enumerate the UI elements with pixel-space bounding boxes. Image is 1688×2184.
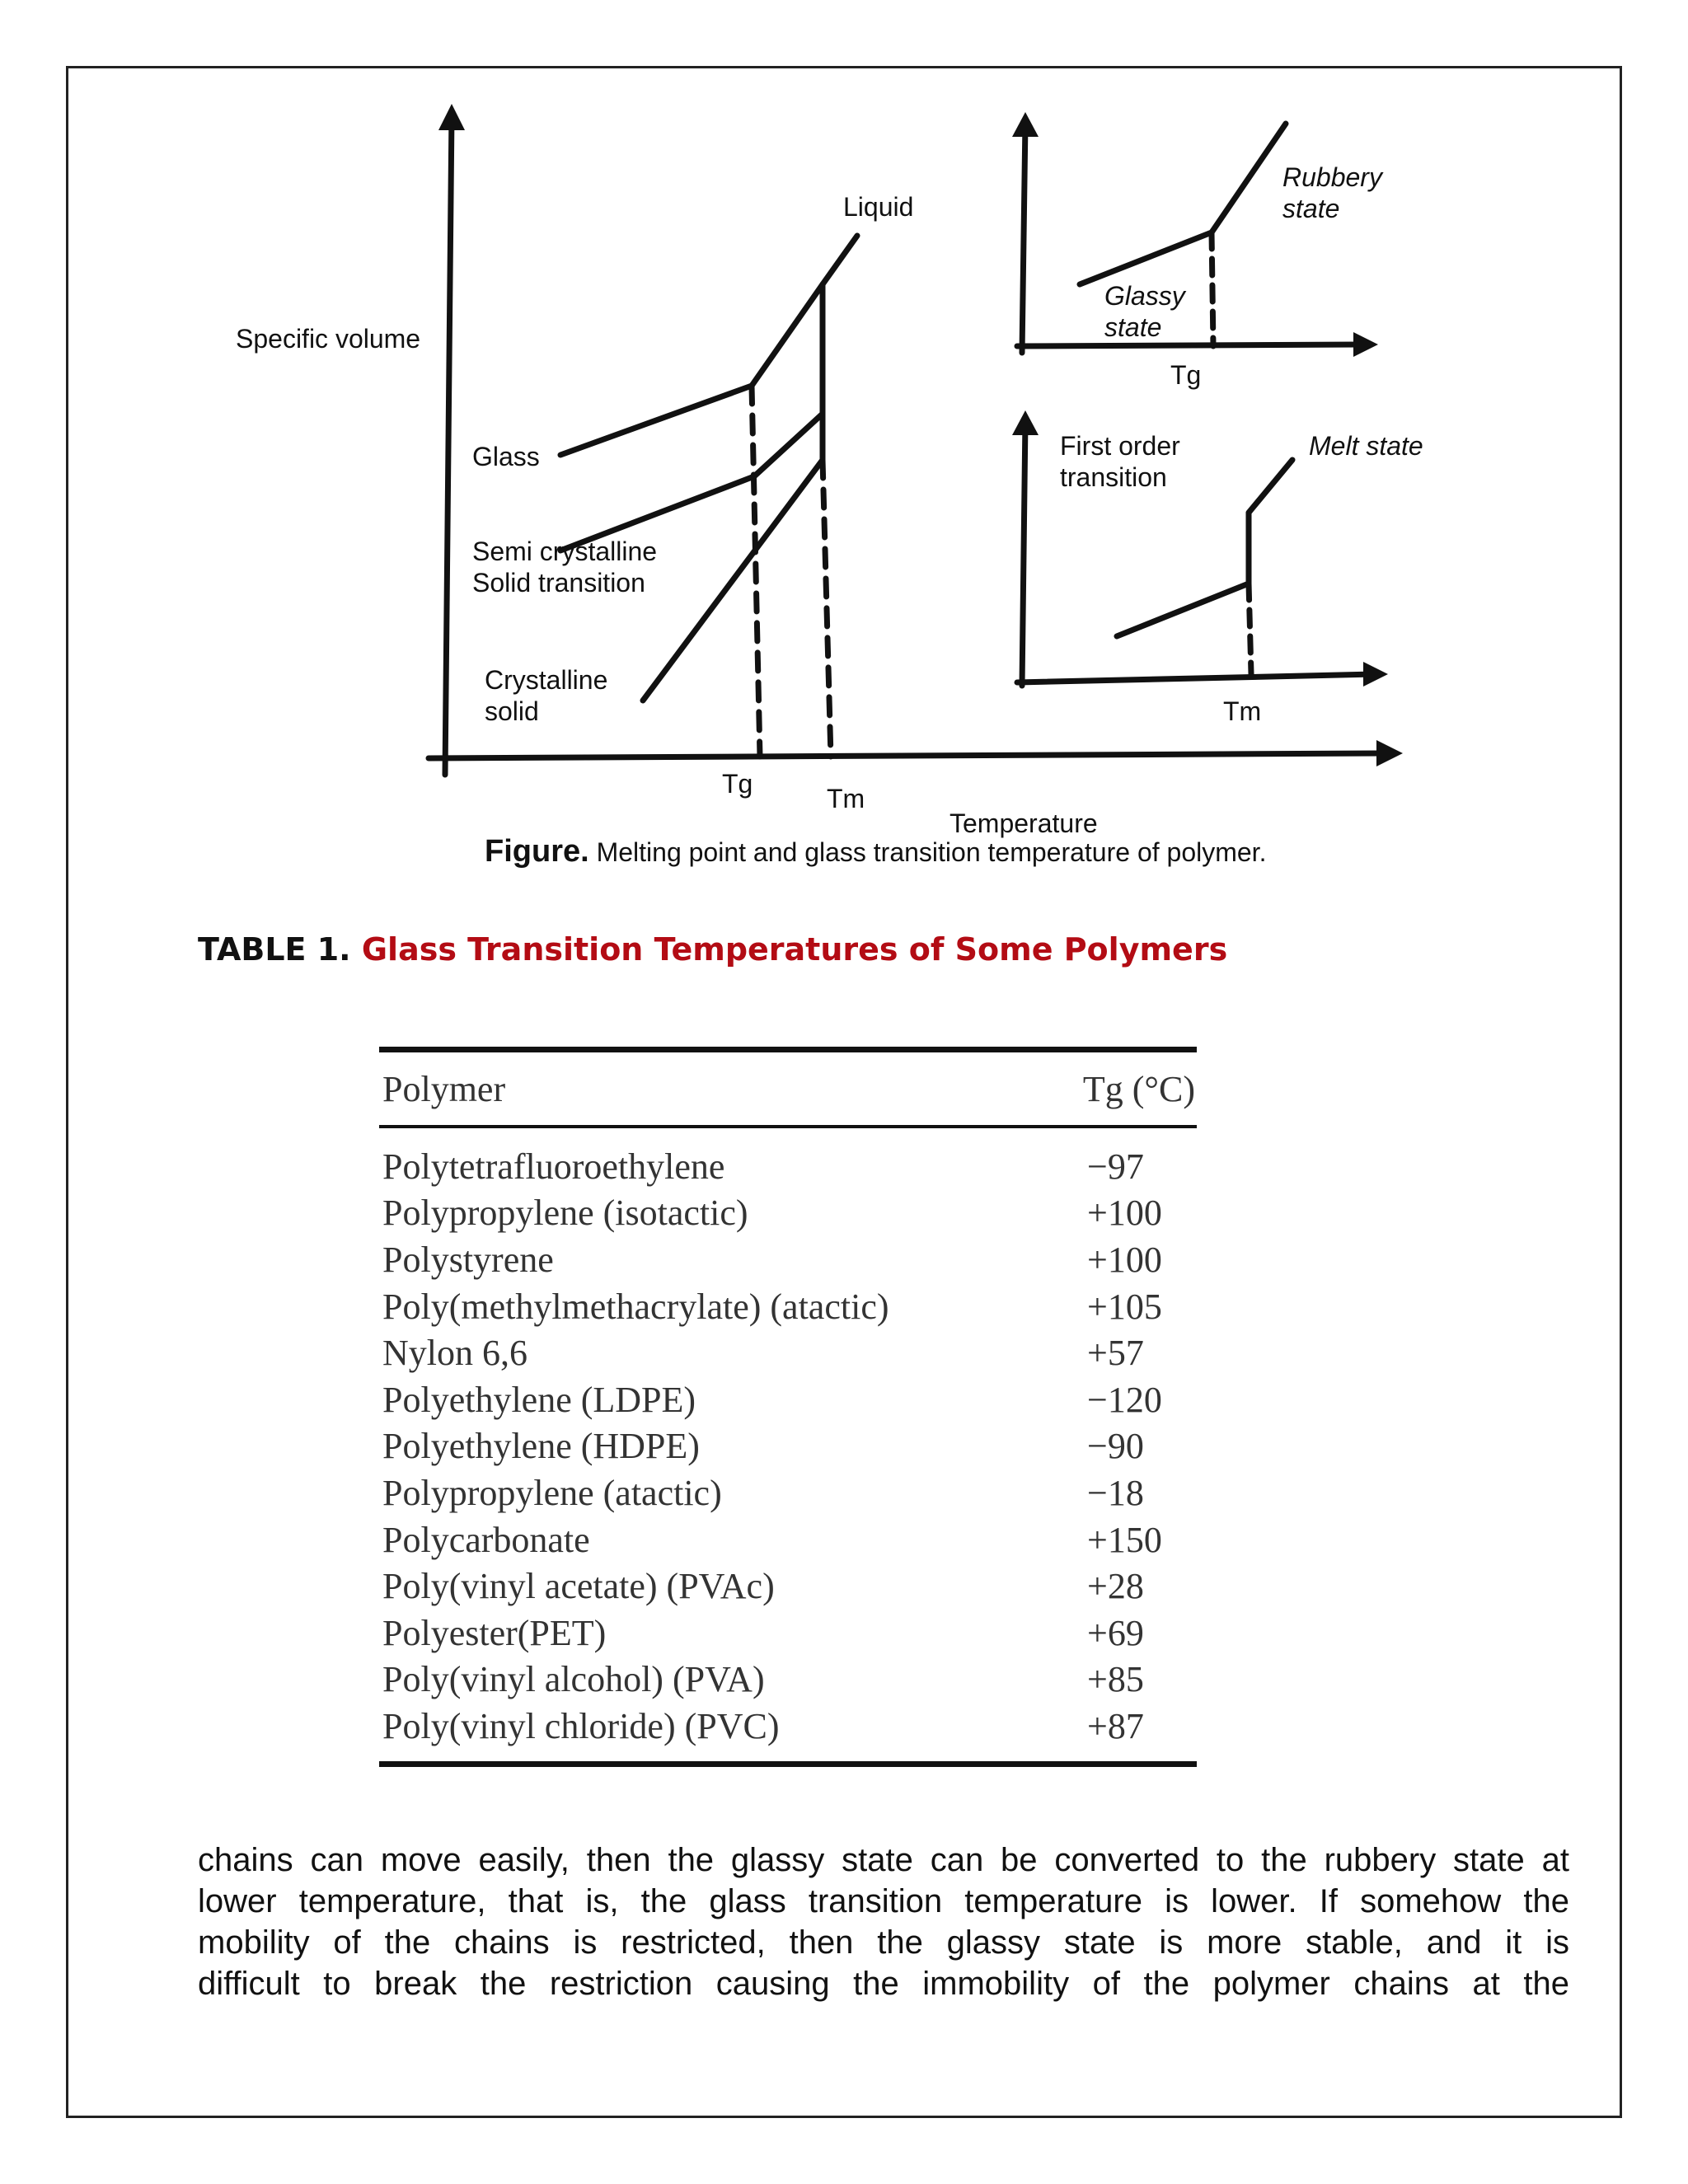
caption-text: Melting point and glass transition temperature of polymer. bbox=[588, 837, 1267, 867]
diagram-graphics bbox=[0, 0, 1688, 890]
header-polymer: Polymer bbox=[382, 1068, 506, 1109]
tg-axis-label: Tg bbox=[722, 769, 753, 799]
tg-value: −120 bbox=[1087, 1379, 1162, 1420]
inset1-tg-dashed bbox=[1212, 232, 1213, 346]
inset1-y-arrow bbox=[1012, 112, 1039, 137]
tg-value: +87 bbox=[1087, 1705, 1144, 1746]
table-title-text: Glass Transition Temperatures of Some Polymers bbox=[361, 931, 1228, 968]
first-order-transition-label: First order transition bbox=[1060, 431, 1180, 492]
main-x-axis bbox=[429, 753, 1385, 758]
figure-caption bbox=[485, 834, 1266, 869]
table-row bbox=[379, 1283, 1197, 1330]
polymer-name: Polypropylene (isotactic) bbox=[382, 1193, 748, 1234]
tg-table bbox=[379, 1047, 1197, 1767]
inset2-tm-dashed bbox=[1249, 583, 1251, 674]
table-row bbox=[379, 1703, 1197, 1750]
crystalline-solid-label: Crystalline solid bbox=[485, 665, 608, 726]
table-bottom-rule bbox=[379, 1761, 1197, 1767]
polymer-name: Polycarbonate bbox=[382, 1519, 590, 1560]
tg-value: +85 bbox=[1087, 1659, 1144, 1700]
polymer-name: Polystyrene bbox=[382, 1239, 554, 1280]
inset2-y-axis bbox=[1022, 420, 1025, 686]
tg-dashed-line bbox=[752, 386, 760, 757]
table-number: TABLE 1. bbox=[198, 931, 351, 968]
table-row bbox=[379, 1329, 1197, 1376]
melt-state-label: Melt state bbox=[1309, 431, 1423, 461]
inset2-y-arrow bbox=[1012, 410, 1039, 435]
polymer-name: Nylon 6,6 bbox=[382, 1333, 528, 1374]
table-row bbox=[379, 1143, 1197, 1190]
table-header bbox=[379, 1052, 1197, 1125]
table-row bbox=[379, 1376, 1197, 1423]
tg-value: +57 bbox=[1087, 1333, 1144, 1374]
inset2-x-arrow bbox=[1363, 662, 1388, 687]
inset1-curve bbox=[1080, 124, 1286, 284]
main-x-arrow bbox=[1376, 740, 1403, 766]
tm-dashed-line bbox=[823, 460, 831, 757]
polymer-name: Poly(methylmethacrylate) (atactic) bbox=[382, 1286, 889, 1327]
body-paragraph bbox=[198, 1840, 1569, 2004]
polymer-name: Poly(vinyl alcohol) (PVA) bbox=[382, 1659, 765, 1700]
body-line: lower temperature, that is, the glass transition temperature is lower. If somehow the bbox=[198, 1883, 1569, 1919]
main-y-arrow bbox=[438, 104, 465, 130]
glass-label: Glass bbox=[472, 442, 540, 471]
rubbery-state-label: Rubbery state bbox=[1282, 162, 1382, 223]
polymer-name: Poly(vinyl chloride) (PVC) bbox=[382, 1705, 780, 1746]
tg-value: −90 bbox=[1087, 1426, 1144, 1467]
tg-value: +28 bbox=[1087, 1566, 1144, 1607]
body-line: difficult to break the restriction causing the immobility of the polymer chains at the bbox=[198, 1966, 1569, 2002]
table-row bbox=[379, 1190, 1197, 1237]
table-title bbox=[198, 931, 1227, 968]
tg-value: −97 bbox=[1087, 1146, 1144, 1187]
polymer-name: Polypropylene (atactic) bbox=[382, 1472, 722, 1513]
tg-value: +100 bbox=[1087, 1239, 1162, 1280]
tm-axis-label: Tm bbox=[827, 784, 865, 813]
caption-prefix: Figure. bbox=[485, 834, 589, 869]
tg-value: +105 bbox=[1087, 1286, 1162, 1327]
inset-tg-label: Tg bbox=[1170, 360, 1202, 390]
inset1-x-axis bbox=[1017, 344, 1368, 346]
body-line: mobility of the chains is restricted, then the glassy state is more stable, and it is bbox=[198, 1924, 1569, 1961]
tg-value: +150 bbox=[1087, 1519, 1162, 1560]
temperature-axis-label: Temperature bbox=[950, 808, 1098, 838]
inset1-y-axis bbox=[1022, 122, 1025, 353]
semi-crystalline-label: Semi crystalline Solid transition bbox=[472, 537, 658, 598]
body-line: chains can move easily, then the glassy state can be converted to the rubbery state at bbox=[198, 1842, 1569, 1878]
polymer-name: Polytetrafluoroethylene bbox=[382, 1146, 725, 1187]
liquid-label: Liquid bbox=[843, 192, 914, 222]
table-row bbox=[379, 1657, 1197, 1704]
tg-value: +100 bbox=[1087, 1193, 1162, 1234]
polymer-name: Polyethylene (HDPE) bbox=[382, 1426, 700, 1467]
table-row bbox=[379, 1236, 1197, 1283]
inset-tm-label: Tm bbox=[1223, 696, 1262, 726]
crystalline-solid-curve bbox=[643, 460, 823, 701]
inset2-x-axis bbox=[1017, 674, 1376, 682]
tg-value: −18 bbox=[1087, 1472, 1144, 1513]
main-y-axis bbox=[445, 114, 452, 775]
polymer-name: Polyester(PET) bbox=[382, 1612, 607, 1653]
table-top-rule bbox=[379, 1047, 1197, 1052]
figure-diagram bbox=[0, 0, 1688, 890]
inset1-x-arrow bbox=[1353, 332, 1378, 357]
header-tg: Tg (°C) bbox=[1082, 1068, 1195, 1109]
table-row bbox=[379, 1423, 1197, 1470]
table-row bbox=[379, 1563, 1197, 1610]
semi-crystalline-curve bbox=[560, 414, 823, 551]
polymer-name: Poly(vinyl acetate) (PVAc) bbox=[382, 1566, 775, 1607]
table-row bbox=[379, 1469, 1197, 1516]
specific-volume-label: Specific volume bbox=[236, 324, 421, 354]
glassy-state-label: Glassy state bbox=[1104, 281, 1185, 342]
polymer-name: Polyethylene (LDPE) bbox=[382, 1379, 696, 1420]
tg-value: +69 bbox=[1087, 1612, 1144, 1653]
table-row bbox=[379, 1516, 1197, 1563]
table-row bbox=[379, 1610, 1197, 1657]
table-body bbox=[379, 1128, 1197, 1761]
